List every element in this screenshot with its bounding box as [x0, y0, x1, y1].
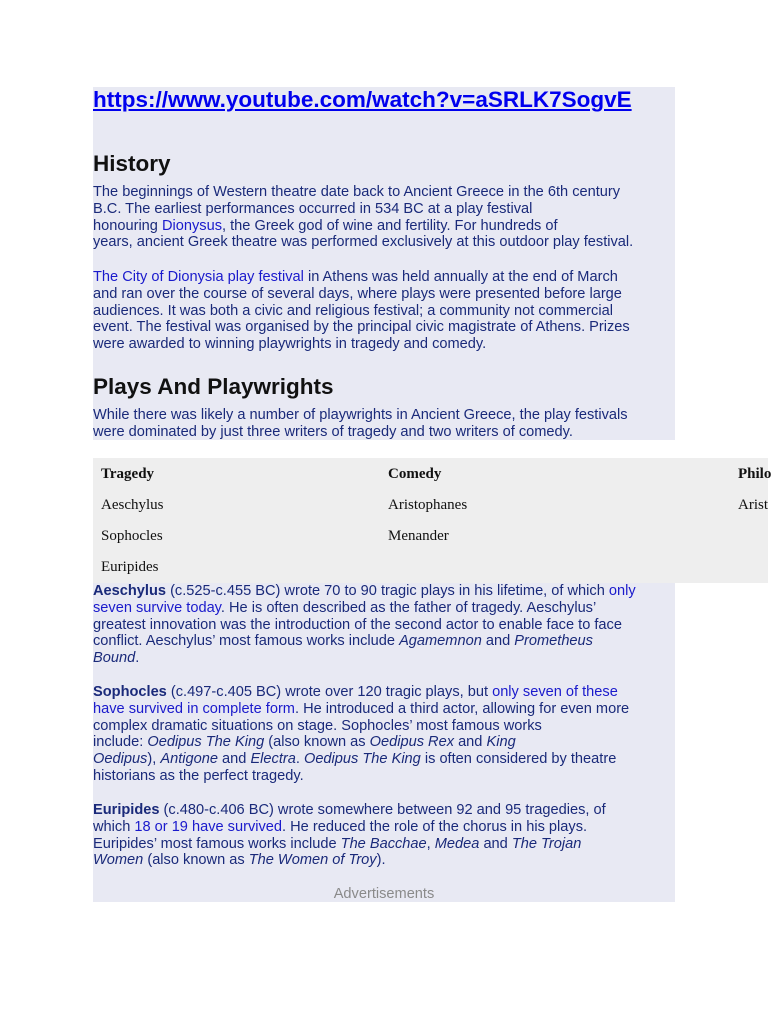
- plays-heading: Plays And Playwrights: [93, 374, 334, 399]
- table-cell: Aristophanes: [388, 497, 468, 513]
- sophocles-survive-link-cont[interactable]: have survived in complete form: [93, 700, 295, 717]
- history-paragraph-2: The City of Dionysia play festival in Athens was held annually at the end of March and ran over the course of several days, where plays were presented before large audiences. It was both a civic and religious festival; a community not commercial event. The festival was organised by the principal civic magistrate of Athens. Prizes were awarded to winning playwrights in tragedy and comedy.: [93, 269, 630, 353]
- table-cell: Menander: [388, 528, 449, 544]
- sophocles-survive-link[interactable]: only seven of these: [492, 684, 618, 700]
- table-cell: Arist: [738, 497, 768, 513]
- table-cell: Sophocles: [101, 528, 163, 544]
- table-cell: Aeschylus: [101, 497, 164, 513]
- aeschylus-survive-link-cont[interactable]: seven survive today: [93, 599, 221, 616]
- euripides-survive-link[interactable]: 18 or 19 have survived: [134, 818, 283, 835]
- euripides-paragraph: Euripides (c.480-c.406 BC) wrote somewhere between 92 and 95 tragedies, of which 18 or 19 have survived. He reduced the role of the chorus in his plays. Euripides’ most famous works include The Bacchae, Medea and The Trojan Women (also known as The Women of Troy).: [93, 802, 606, 869]
- table-header-comedy: Comedy: [388, 466, 442, 482]
- plays-intro: While there was likely a number of playwrights in Ancient Greece, the play festivals were dominated by just three writers of tragedy and two writers of comedy.: [93, 407, 628, 440]
- youtube-link[interactable]: https://www.youtube.com/watch?v=aSRLK7SogvE: [93, 87, 632, 112]
- table-header-tragedy: Tragedy: [101, 466, 155, 482]
- advertisements-label: Advertisements: [333, 886, 435, 902]
- sophocles-paragraph: Sophocles (c.497-c.405 BC) wrote over 120 tragic plays, but only seven of these have survived in complete form. He introduced a third actor, allowing for even more complex dramatic situations on stage. Sophocles’ most famous works include: Oedipus The King (also known as Oedipus Rex and King Oedipus), Antigone and Electra. Oedipus The King is often considered by theatre historians as the perfect tragedy.: [93, 684, 630, 784]
- aeschylus-survive-link[interactable]: only: [608, 583, 636, 599]
- history-paragraph-1: The beginnings of Western theatre date back to Ancient Greece in the 6th century B.C. The earliest performances occurred in 534 BC at a play festival honouring Dionysus, the Greek god of wine and fertility. For hundreds of years, ancient Greek theatre was performed exclusively at this outdoor play festival.: [93, 184, 634, 251]
- city-dionysia-link[interactable]: The City of Dionysia play festival: [93, 269, 304, 285]
- table-cell: Euripides: [101, 559, 159, 575]
- aeschylus-paragraph: Aeschylus (c.525-c.455 BC) wrote 70 to 90 tragic plays in his lifetime, of which only seven survive today. He is often described as the father of tragedy. Aeschylus’ greatest innovation was the introduction of the second actor to enable face to face conflict. Aeschylus’ most famous works include Agamemnon and Prometheus Bound.: [93, 583, 636, 667]
- dionysus-link[interactable]: Dionysus: [161, 217, 223, 234]
- history-heading: History: [93, 151, 171, 176]
- table-header-philosophy: Philo: [738, 466, 771, 482]
